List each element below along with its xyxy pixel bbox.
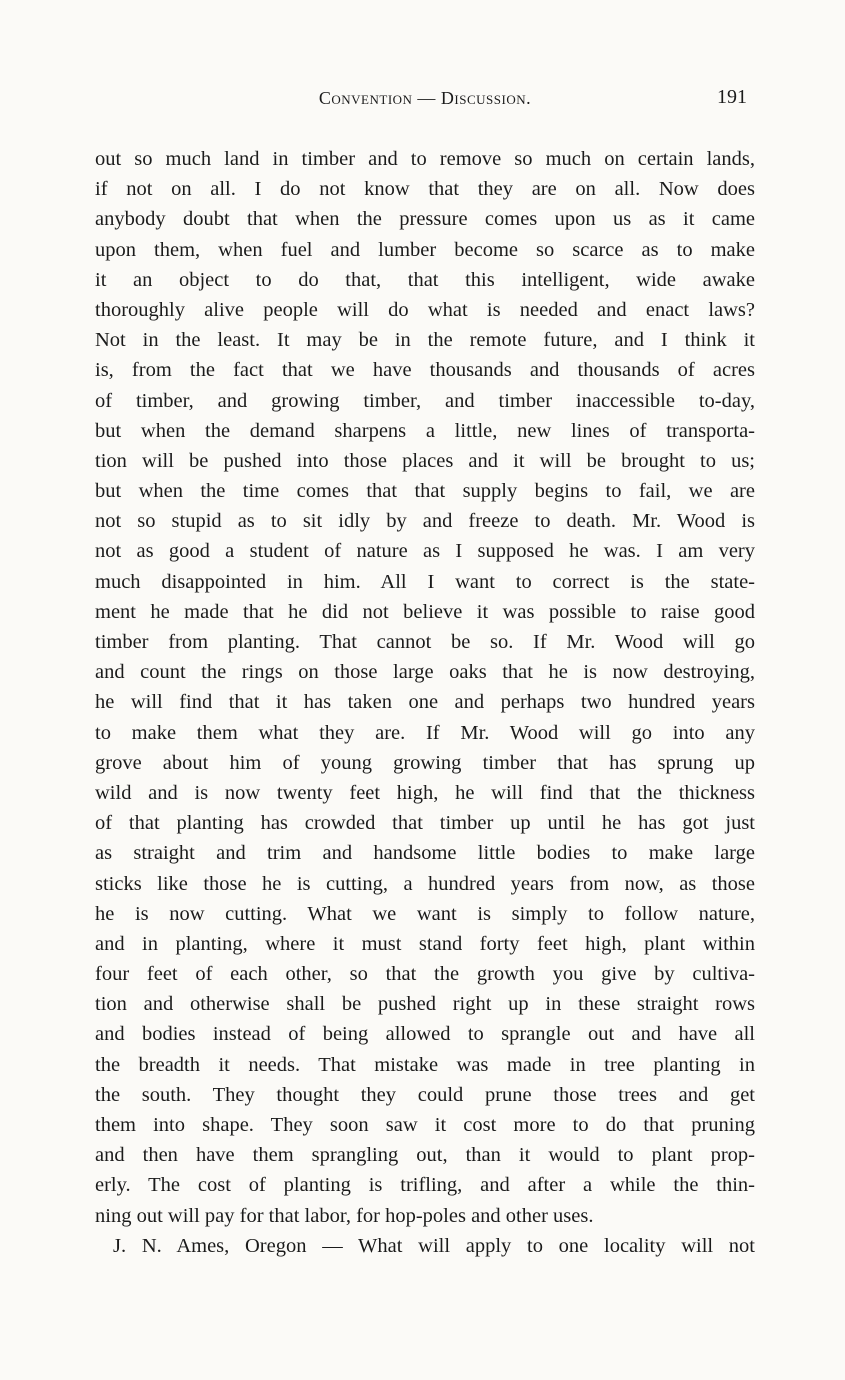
text-line-paragraph-end: ning out will pay for that labor, for hop-poles and other uses. (95, 1204, 594, 1227)
body-text (95, 144, 755, 1261)
text-line: if not on all. I do not know that they are on all. Now does (95, 178, 755, 201)
text-line: he is now cutting. What we want is simply to follow nature, (95, 902, 755, 925)
text-line: is, from the fact that we have thousands and thousands of acres (95, 359, 755, 382)
running-head (95, 88, 755, 118)
text-line: and bodies instead of being allowed to sprangle out and have all (95, 1023, 755, 1046)
text-line: grove about him of young growing timber that has sprung up (95, 751, 755, 774)
text-line: and count the rings on those large oaks that he is now destroying, (95, 661, 755, 684)
text-line: to make them what they are. If Mr. Wood will go into any (95, 721, 755, 744)
page-number: 191 (717, 86, 747, 108)
text-line: wild and is now twenty feet high, he will find that the thickness (95, 781, 755, 804)
text-line: out so much land in timber and to remove so much on certain lands, (95, 148, 755, 170)
text-line: them into shape. They soon saw it cost more to do that pruning (95, 1114, 755, 1136)
text-line: Not in the least. It may be in the remote future, and I think it (95, 329, 755, 352)
text-line: much disappointed in him. All I want to correct is the state- (95, 570, 755, 593)
text-line-new-paragraph: J. N. Ames, Oregon — What will apply to one locality will not (113, 1234, 755, 1257)
text-line: ment he made that he did not believe it was possible to raise good (95, 600, 755, 623)
text-line: timber from planting. That cannot be so. If Mr. Wood will go (95, 631, 755, 653)
text-line: not so stupid as to sit idly by and freeze to death. Mr. Wood is (95, 510, 755, 533)
running-title: Convention — Discussion. (318, 88, 532, 108)
text-line: tion and otherwise shall be pushed right up in these straight rows (95, 993, 755, 1016)
text-line: upon them, when fuel and lumber become so scarce as to make (95, 238, 755, 261)
text-line: tion will be pushed into those places and it will be brought to us; (95, 449, 755, 472)
text-line: of timber, and growing timber, and timber inaccessible to-day, (95, 389, 755, 412)
text-line: and then have them sprangling out, than it would to plant prop- (95, 1144, 755, 1167)
text-line: four feet of each other, so that the growth you give by cultiva- (95, 963, 755, 986)
text-line: of that planting has crowded that timber up until he has got just (95, 812, 755, 835)
text-line: not as good a student of nature as I supposed he was. I am very (95, 540, 755, 563)
text-line: anybody doubt that when the pressure comes upon us as it came (95, 208, 755, 231)
text-line: as straight and trim and handsome little bodies to make large (95, 842, 755, 865)
text-line: thoroughly alive people will do what is needed and enact laws? (95, 298, 755, 321)
text-line: but when the demand sharpens a little, new lines of transporta- (95, 419, 755, 442)
text-line: he will find that it has taken one and perhaps two hundred years (95, 691, 755, 714)
text-line: sticks like those he is cutting, a hundred years from now, as those (95, 872, 755, 895)
text-line: erly. The cost of planting is trifling, and after a while the thin- (95, 1174, 755, 1197)
text-line: the south. They thought they could prune those trees and get (95, 1083, 755, 1106)
text-line: and in planting, where it must stand forty feet high, plant within (95, 932, 755, 955)
text-line: it an object to do that, that this intelligent, wide awake (95, 268, 755, 291)
text-line: but when the time comes that that supply begins to fail, we are (95, 480, 755, 503)
text-line: the breadth it needs. That mistake was made in tree planting in (95, 1053, 755, 1076)
